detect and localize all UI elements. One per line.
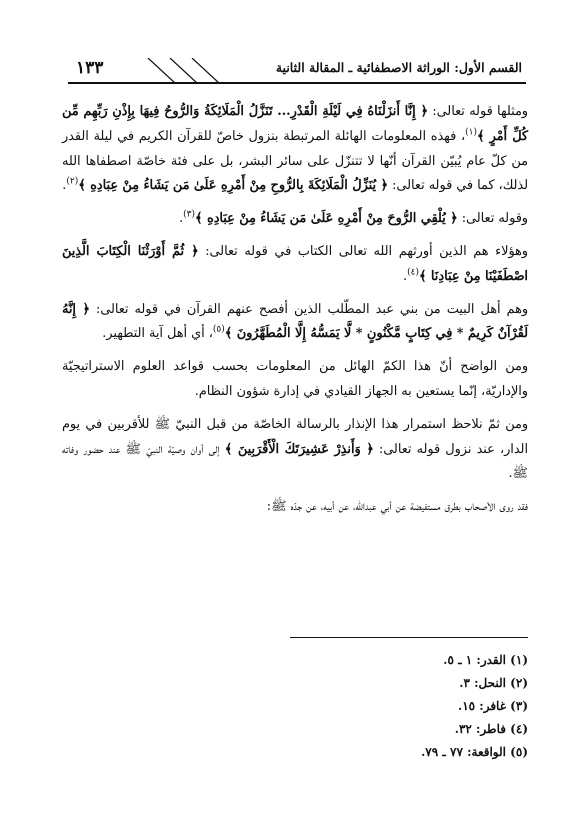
footnote-marker: (٥)	[212, 325, 225, 336]
ornate-bracket: ﴿	[420, 104, 428, 119]
page-header	[68, 58, 526, 84]
paragraph	[62, 298, 528, 348]
footnote-item: (٤) فاطر: ٣٢.	[454, 722, 528, 736]
page-number: ١٣٣	[76, 58, 104, 78]
ornate-bracket: ﴾	[224, 441, 233, 457]
footnote-marker: (٤)	[407, 267, 419, 278]
ornate-bracket: ﴾	[418, 268, 427, 284]
text-run: .	[62, 178, 67, 194]
paragraph	[62, 495, 528, 520]
ornate-bracket: ﴿	[191, 243, 199, 259]
ornate-bracket: ﴾	[78, 178, 86, 194]
text-run: .	[403, 268, 408, 284]
quran-verse: يُنَزِّلُ الْمَلَائِكَةَ بِالرُّوحِ مِنْ أَمْرِهِ عَلَىٰ مَن يَشَاءُ مِنْ عِبَادِهِ	[85, 178, 381, 194]
ornate-bracket: ﴿	[380, 178, 389, 194]
paragraph	[62, 413, 528, 487]
body-text	[62, 100, 528, 528]
ornate-bracket: ﴾	[476, 128, 485, 144]
text-run: ، أي أهل آية التطهير.	[102, 326, 213, 342]
running-title: القسم الأول: الوراثة الاصطفائية ـ المقالة الثانية	[275, 60, 522, 75]
header-rule	[68, 82, 526, 84]
paragraph	[62, 207, 528, 232]
footnote-item: (٣) غافر: ١٥.	[458, 699, 528, 713]
text-run: ومن الواضح أنّ هذا الكمّ الهائل من المعلومات بحسب قواعد العلوم الاستراتيجيّة والإداريّة، إنّما يستعين به الجهاز القيادي في إدارة شؤون النظام.	[62, 359, 528, 399]
footnote-marker: (٣)	[183, 209, 196, 220]
text-run: ومثلها قوله تعالى:	[427, 104, 528, 119]
text-run: ومن ثمّ نلاحظ استمرار هذا الإنذار بالرسالة الخاصّة من قبل النبيّ ﷺ للأقربين في يوم الدار، عند نزول قوله تعالى:	[62, 416, 528, 457]
footnote-marker: (٢)	[66, 177, 79, 188]
footnote-separator	[290, 637, 528, 638]
footnote-item: (١) القدر: ١ ـ ٥.	[443, 653, 528, 667]
text-run: وقوله تعالى:	[457, 211, 528, 227]
text-run: إلى أوان وصيّة النبيّ ﷺ عند حضور وفاته ﷺ.	[62, 441, 528, 482]
text-run: ، فهذه المعلومات الهائلة المرتبطة بنزول خاصّ للقرآن الكريم في ليلة القدر من كلّ عام يُبيّن القرآن أنّها لا تتنزّل على سائر البشر، بل على فئة خاصّة اصطفاها الله لذلك، كما في قوله تعالى:	[62, 128, 528, 194]
quran-verse: يُلْقِي الرُّوحَ مِنْ أَمْرِهِ عَلَىٰ مَن يَشَاءُ مِنْ عِبَادِهِ	[202, 211, 451, 227]
ornate-bracket: ﴾	[195, 211, 203, 227]
footnote-item: (٥) الواقعة: ٧٧ ـ ٧٩.	[421, 745, 528, 759]
quran-verse: وَأَنذِرْ عَشِيرَتَكَ الْأَقْرَبِينَ	[232, 441, 367, 457]
footnote-marker: (١)	[465, 127, 477, 138]
ornate-bracket: ﴿	[82, 301, 90, 317]
ornate-bracket: ﴿	[450, 211, 458, 227]
ornate-bracket: ﴾	[224, 326, 233, 342]
footnote-item: (٢) النحل: ٣.	[459, 676, 528, 690]
text-run: وهم أهل البيت من بني عبد المطّلب الذين أفصح عنهم القرآن في قوله تعالى:	[89, 301, 528, 317]
text-run: وهؤلاء هم الذين أورثهم الله تعالى الكتاب في قوله تعالى:	[198, 243, 528, 259]
footnotes	[168, 649, 528, 764]
header-ornament	[126, 58, 246, 84]
text-run: .	[179, 211, 184, 227]
paragraph	[62, 100, 528, 199]
quran-verse: إِنَّهُ لَقُرْآنٌ كَرِيمٌ * فِي كِتَابٍ مَّكْنُونٍ * لَّا يَمَسُّهُ إِلَّا الْمُطَهَّرُونَ	[62, 301, 528, 342]
text-run: فقد روى الأصحاب بطرق مستفيضة عن أبي عبدالله، عن أبيه، عن جدّه ﷺ:	[266, 499, 528, 515]
quran-verse: إِنَّا أَنزَلْنَاهُ فِي لَيْلَةِ الْقَدْرِ... تَنَزَّلُ الْمَلَائِكَةُ وَالرُّوحُ فِيهَا بِإِذْنِ رَبِّهِم مِّن كُلِّ أَمْرٍ	[62, 104, 528, 144]
ornate-bracket: ﴿	[366, 441, 374, 457]
quran-verse: ثُمَّ أَوْرَثْنَا الْكِتَابَ الَّذِينَ اصْطَفَيْنَا مِنْ عِبَادِنَا	[62, 243, 528, 284]
paragraph	[62, 355, 528, 405]
paragraph	[62, 240, 528, 290]
